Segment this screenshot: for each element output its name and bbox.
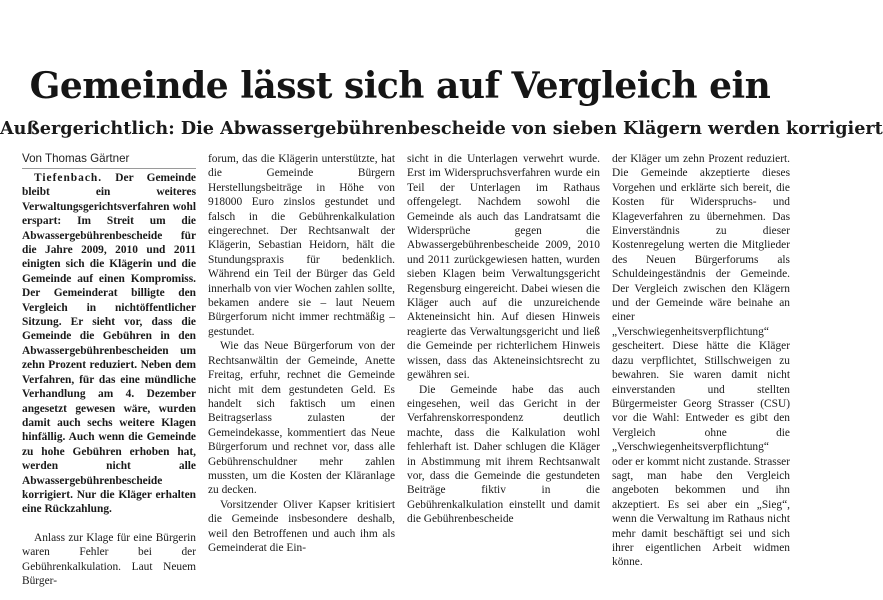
article-paragraph: forum, das die Klägerin unterstützte, hat die Gemeinde Bürgern Herstellungsbeiträge in Höhe von 918000 Euro zinslos gestundet und falsch in die Gebührenkalkulation eingerechnet. Der Rechtsanwalt der Klägerin, Sebastian Heidorn, hält die Stundungspraxis für bedenklich. Während ein Teil der Bürger das Geld innerhalb von vier Wochen zahlen sollte, bekamen andere sie – laut Neuem Bürgerforum nicht immer rechtmäßig – gestundet. (208, 153, 395, 338)
article-paragraph: Die Gemeinde habe das auch eingesehen, weil das Gericht in der Verfahrenskorrespondenz deutlich machte, dass die Kalkulation wohl fehlerhaft ist. Daher schlugen die Kläger in Abstimmung mit ihrem Rechtsanwalt vor, dass die Gemeinde die gestundeten Beiträge fiktiv in die Gebührenkalkulation einstellt und damit die Gebührenbescheide (407, 383, 600, 526)
article-lead-paragraph (22, 171, 196, 517)
article-lead-text: Der Gemeinde bleibt ein weiteres Verwaltungsgerichtsverfahren wohl erspart: Im Streit um die Abwassergebührenbescheide für die Jahre 2009, 2010 und 2011 einigten sich die Klägerin und die Gemeinde auf einen Kompromiss. Der Gemeinderat billigte den Vergleich in nichtöffentlicher Sitzung. Er sieht vor, dass die Gemeinde die Gebühren in den Abwassergebührenbescheiden um zehn Prozent reduziert. Neben dem Verfahren, für das eine mündliche Verhandlung am 4. Dezember angesetzt gewesen wäre, wurden damit auch sechs weitere Klagen hinfällig. Auch wenn die Gemeinde zu hohe Gebühren erhoben hat, werden nicht alle Abwassergebührenbescheide korrigiert. Nur die Kläger erhalten eine Rückzahlung. (22, 172, 196, 516)
article-column-4 (612, 152, 790, 588)
article-paragraph: der Kläger um zehn Prozent reduziert. Die Gemeinde akzeptierte dieses Vorgehen und erklärte sich bereit, die Kosten für Widerspruchs- und Klageverfahren zu übernehmen. Das Einverständnis zu dieser Kostenregelung werten die Mitglieder des Neuen Bürgerforums als Schuldeingeständnis der Gemeinde. Der Vergleich zwischen den Klägern und der Gemeinde wäre beinahe an einer „Verschwiegenheitsverpflichtung“ gescheitert. Diese hätte die Kläger dazu verpflichtet, Stillschweigen zu bewahren. Sie waren damit nicht einverstanden und stellten Bürgermeister Georg Strasser (CSU) vor die Wahl: Entweder es gibt den Vergleich ohne die „Verschwiegenheitsverpflichtung“ oder er kommt nicht zustande. Strasser sagt, man habe den Vergleich angeboten bekommen und ihn akzeptiert. Es sei aber ein „Sieg“, wenn die Verwaltung im Rathaus nicht mehr damit beschäftigt sei und sich ihrer eigentlichen Arbeit widmen könne. (612, 153, 790, 569)
article-subheadline: Außergerichtlich: Die Abwassergebührenbescheide von sieben Klägern werden korrigiert (0, 118, 883, 139)
article-headline: Gemeinde lässt sich auf Vergleich ein (29, 65, 771, 107)
article-dateline: Tiefenbach. (34, 172, 103, 184)
article-paragraph: Wie das Neue Bürgerforum von der Rechtsanwältin der Gemeinde, Anette Freitag, erfuhr, rechnet die Gemeinde nicht mit dem gestundeten Geld. Es handelt sich faktisch um einen Beitragserlass zulasten der Gemeindekasse, kommentiert das Neue Bürgerforum und rechnet vor, dass alle Gebührenschuldner mehr zahlen mussten, um die Kosten der Kläranlage zu decken. (208, 340, 395, 497)
article-paragraph: sicht in die Unterlagen verwehrt wurde. Erst im Widerspruchsverfahren wurde ein Teil der Unterlagen im Rathaus offengelegt. Nachdem sowohl die Gemeinde als auch das Landratsamt die Widersprüche gegen die Abwassergebührenbescheide 2009, 2010 und 2011 zurückgewiesen hatten, wurden sieben Klagen beim Verwaltungsgericht Regensburg eingereicht. Dabei wiesen die Kläger auch auf die unzureichende Akteneinsicht hin. Auf diesen Hinweis reagierte das Verwaltungsgericht und ließ die Gemeinde per richterlichem Hinweis wissen, dass das Akteneinsichtsrecht zu gewähren sei. (407, 153, 600, 382)
article-body (22, 152, 790, 587)
article-column-2 (208, 152, 395, 588)
article-column-1 (22, 152, 196, 588)
article-paragraph: Vorsitzender Oliver Kapser kritisiert die Gemeinde insbesondere deshalb, weil den Betroffenen und auch ihm als Gemeinderat die Ein- (208, 498, 395, 554)
article-byline: Von Thomas Gärtner (22, 152, 196, 169)
article-paragraph: Anlass zur Klage für eine Bürgerin waren Fehler bei der Gebührenkalkulation. Laut Neuem Bürger- (22, 531, 196, 587)
article-column-3 (407, 152, 600, 588)
